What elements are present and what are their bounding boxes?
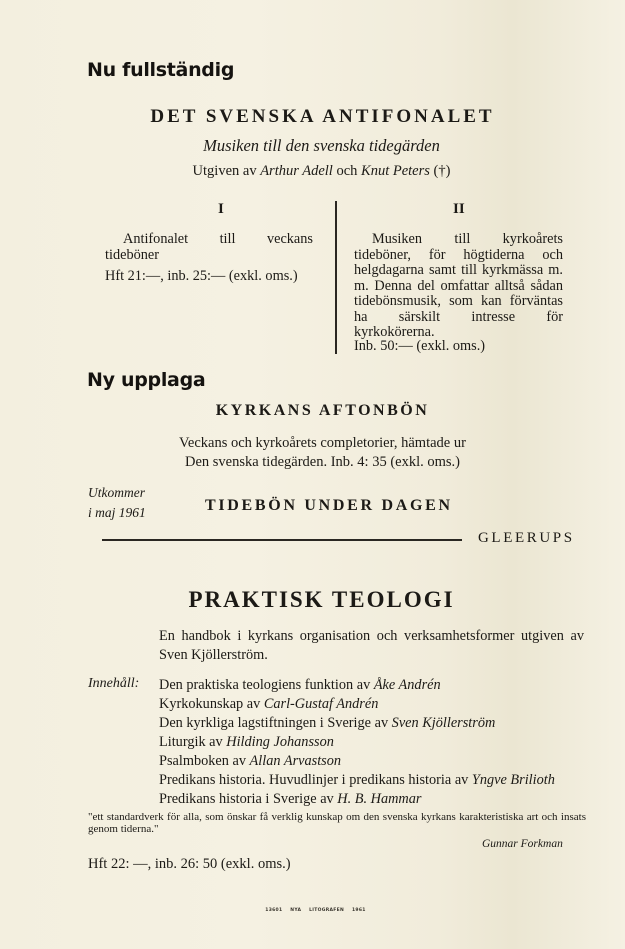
contents-item — [159, 771, 555, 790]
contents-item-author: Åke Andrén — [373, 677, 441, 693]
review-quote-author: Gunnar Forkman — [482, 838, 563, 850]
praktisk-teologi-description: En handbok i kyrkans organisation och verksamhetsformer utgiven av Sven Kjöllerström. — [159, 628, 584, 663]
book-title-aftonbon: KYRKANS AFTONBÖN — [215, 402, 430, 419]
contents-item-author: H. B. Hammar — [337, 791, 422, 807]
column-divider — [335, 201, 337, 354]
contents-item-title: Den kyrkliga lagstiftningen i Sverige av — [159, 715, 392, 731]
contents-item — [159, 790, 555, 809]
contents-item-title: Predikans historia i Sverige av — [159, 791, 338, 807]
book-subtitle: Musiken till den svenska tidegärden — [203, 136, 440, 155]
contents-item-title: Den praktiska teologiens funktion av — [159, 677, 374, 693]
upcoming-note-line: Utkommer — [88, 485, 145, 500]
contents-item-author: Allan Arvastson — [249, 753, 342, 769]
contents-item-author: Yngve Brilioth — [471, 772, 555, 788]
volume-2-description — [354, 232, 563, 341]
volume-1-description — [105, 232, 313, 263]
aftonbon-description — [0, 434, 625, 472]
editor-name: Arthur Adell — [260, 163, 333, 179]
editors-suffix: (†) — [429, 163, 451, 179]
upcoming-note-line: i maj 1961 — [88, 505, 146, 520]
section-heading-ny-upplaga: Ny upplaga — [87, 369, 206, 391]
volume-1-description-text: Antifonalet till veckans tideböner — [105, 231, 313, 263]
contents-label: Innehåll: — [88, 676, 140, 691]
editor-name: Knut Peters — [361, 163, 430, 179]
contents-list — [159, 676, 555, 809]
contents-item-author: Carl-Gustaf Andrén — [263, 696, 379, 712]
review-quote: "ett standardverk för alla, som önskar få verklig kunskap om den svenska kyrkans karakteristiska art och insats genom tiderna." — [88, 811, 586, 835]
section-heading-nu-fullstandig: Nu fullständig — [87, 59, 235, 81]
publisher-name: GLEERUPS — [478, 530, 575, 546]
contents-item — [159, 695, 555, 714]
aftonbon-description-line: Veckans och kyrkoårets completorier, hämtade ur — [179, 435, 466, 451]
aftonbon-description-line: Den svenska tidegärden. Inb. 4: 35 (exkl. oms.) — [184, 454, 461, 470]
editors-line — [0, 163, 625, 180]
printer-imprint: 13601 NYA LITOGRAFEN 1961 — [265, 908, 366, 913]
contents-item-author: Sven Kjöllerström — [391, 715, 496, 731]
volume-numeral-1: I — [218, 201, 224, 217]
contents-item-author: Hilding Johansson — [226, 734, 334, 750]
volume-2-price: Inb. 50:— (exkl. oms.) — [354, 338, 486, 354]
editors-prefix: Utgiven av — [192, 163, 261, 179]
book-title-tidebon: TIDEBÖN UNDER DAGEN — [205, 497, 453, 514]
editors-conjunction: och — [332, 163, 362, 179]
volume-2-description-text: Musiken till kyrkoårets tideböner, för högtiderna och helgdagarna samt till kyrkmässa m. m. Denna del omfattar alltså sådan tidebönsmusik, som kan förväntas ha särskilt intresse för kyrkokörerna. — [354, 231, 563, 340]
book-title-praktisk-teologi: PRAKTISK TEOLOGI — [188, 587, 455, 612]
volume-1-price: Hft 21:—, inb. 25:— (exkl. oms.) — [105, 268, 298, 284]
book-title-antifonalet: DET SVENSKA ANTIFONALET — [150, 106, 495, 127]
contents-item — [159, 733, 555, 752]
praktisk-teologi-price: Hft 22: —, inb. 26: 50 (exkl. oms.) — [88, 856, 291, 872]
contents-item-title: Psalmboken av — [159, 753, 250, 769]
horizontal-rule — [102, 539, 462, 541]
contents-item-title: Predikans historia. Huvudlinjer i predikans historia av — [159, 772, 472, 788]
upcoming-note — [88, 483, 146, 523]
contents-item — [159, 714, 555, 733]
contents-item-title: Kyrkokunskap av — [159, 696, 264, 712]
contents-item-title: Liturgik av — [159, 734, 227, 750]
contents-item — [159, 676, 555, 695]
contents-item — [159, 752, 555, 771]
volume-numeral-2: II — [453, 201, 465, 217]
